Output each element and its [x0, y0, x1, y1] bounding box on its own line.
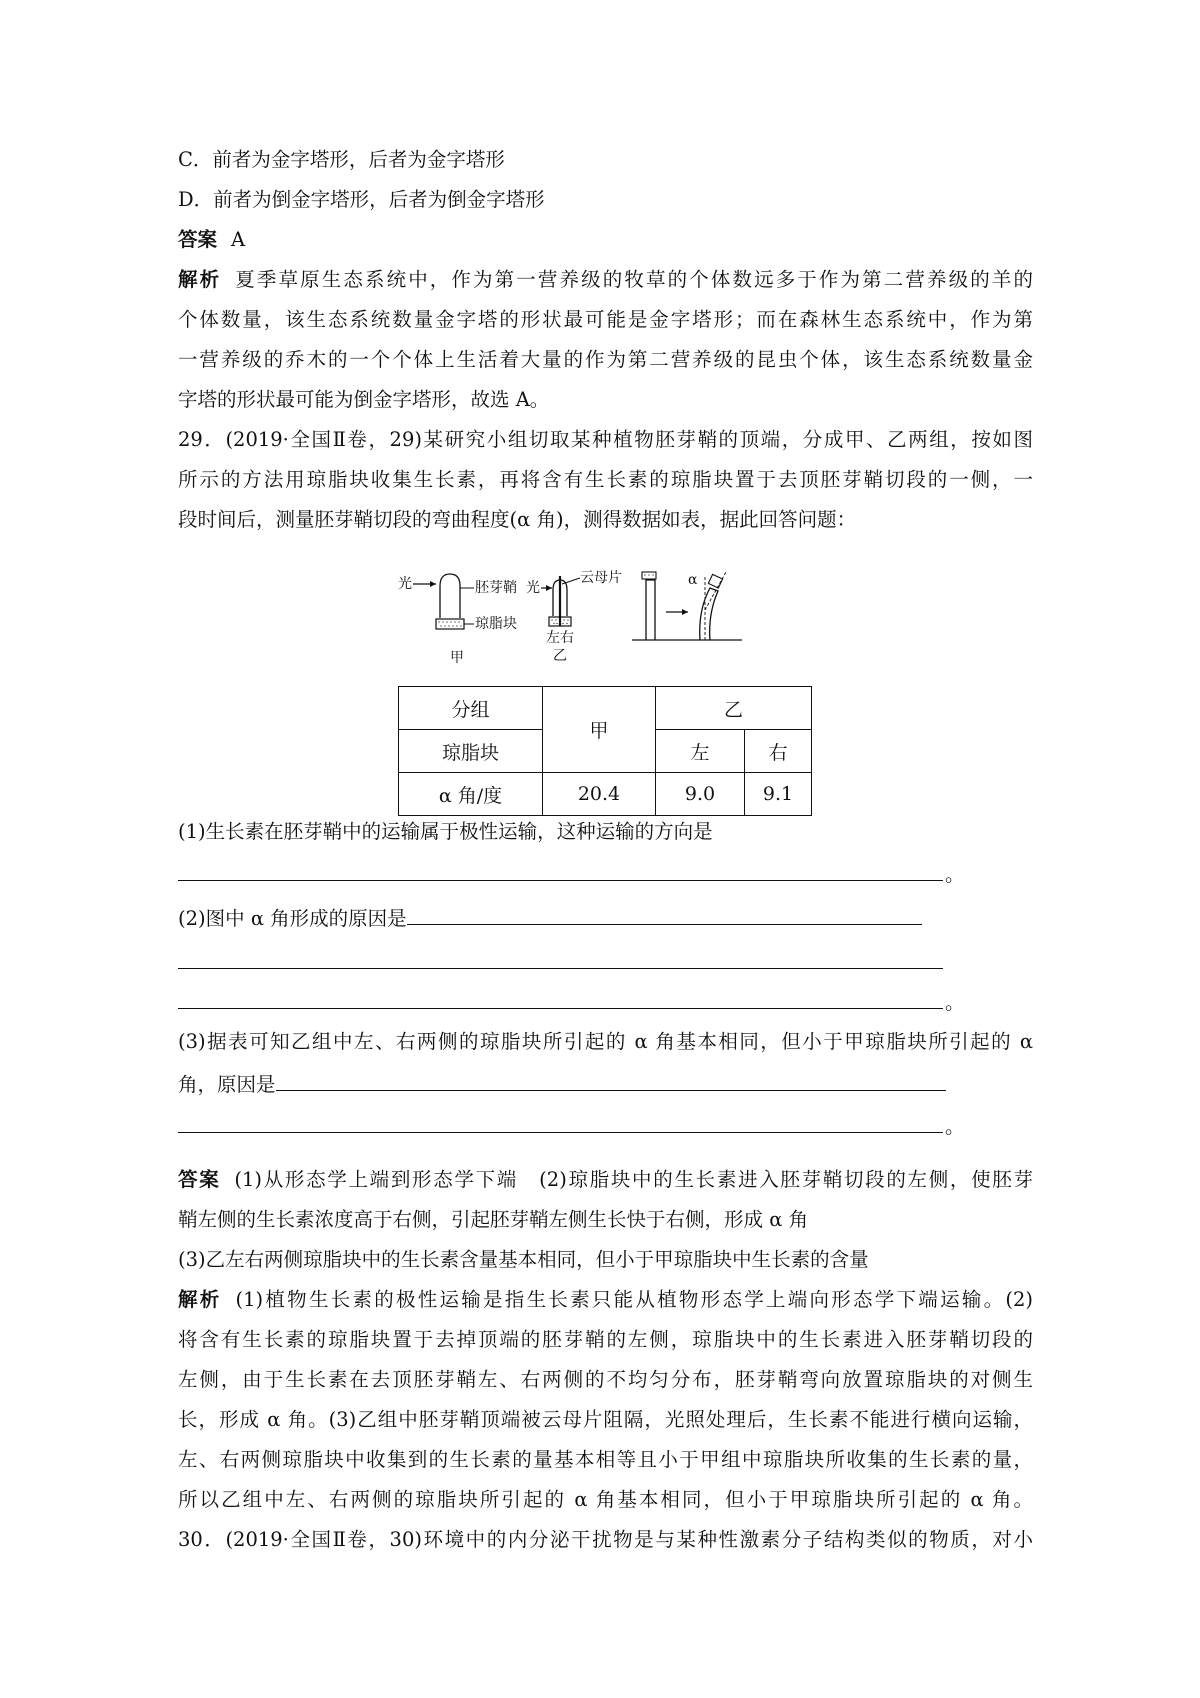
value-left: 9.0: [656, 773, 745, 816]
answer-blank[interactable]: [276, 1070, 946, 1091]
coleoptile-label: 胚芽鞘: [475, 580, 517, 596]
left-right-label: 左右: [546, 630, 574, 646]
light-label: 光: [526, 580, 540, 596]
bending-test-diagram: [632, 572, 742, 640]
header-group: 分组: [399, 687, 543, 730]
q29-sub1: (1)生长素在胚芽鞘中的运输属于极性运输，这种运输的方向是: [178, 820, 713, 843]
option-d: D．前者为倒金字塔形，后者为倒金字塔形: [178, 188, 545, 211]
q29-analysis-line: 将含有生长素的琼脂块置于去掉顶端的胚芽鞘的左侧，琼脂块中的生长素进入胚芽鞘切段的: [178, 1328, 1033, 1351]
answer-blank-line: 。: [178, 988, 965, 1015]
answer-blank[interactable]: [178, 988, 943, 1009]
group-yi-label: 乙: [553, 648, 567, 664]
answer-blank-line: [178, 948, 943, 975]
answer-blank[interactable]: [178, 948, 943, 969]
analysis-label: 解析: [178, 1288, 222, 1311]
q29-stem-line: 29．(2019·全国Ⅱ卷，29)某研究小组切取某种植物胚芽鞘的顶端，分成甲、乙两组，按如图: [178, 428, 1033, 451]
q29-stem-line: 所示的方法用琼脂块收集生长素，再将含有生长素的琼脂块置于去顶胚芽鞘切段的一侧，一: [178, 468, 1033, 491]
q29-sub2: (2)图中 α 角形成的原因是: [178, 904, 922, 931]
answer-label: 答案: [178, 228, 218, 251]
answer-blank-line: 。: [178, 1112, 965, 1139]
q29-answer-line: (3)乙左右两侧琼脂块中的生长素含量基本相同，但小于甲琼脂块中生长素的含量: [178, 1248, 869, 1271]
answer-blank[interactable]: [407, 904, 922, 925]
light-label: 光: [398, 576, 412, 592]
q28-analysis-line: 一营养级的乔木的一个个体上生活着大量的作为第二营养级的昆虫个体，该生态系统数量金: [178, 348, 1033, 371]
q29-sub3-line: (3)据表可知乙组中左、右两侧的琼脂块所引起的 α 角基本相同，但小于甲琼脂块所引起的 α: [178, 1030, 1033, 1053]
option-c: C．前者为金字塔形，后者为金字塔形: [178, 148, 505, 171]
q30-stem: 30．(2019·全国Ⅱ卷，30)环境中的内分泌干扰物是与某种性激素分子结构类似的物质，对小: [178, 1528, 1033, 1551]
q28-answer: [178, 228, 245, 252]
agar-label: 琼脂块: [475, 616, 517, 632]
q29-sub3-line: 角，原因是: [178, 1070, 946, 1097]
experiment-figure: [392, 570, 812, 670]
header-agar: 琼脂块: [399, 730, 543, 773]
group-yi-diagram: [526, 570, 622, 664]
header-angle: α 角/度: [399, 773, 543, 816]
q28-analysis-line: 解析 夏季草原生态系统中，作为第一营养级的牧草的个体数远多于作为第二营养级的羊的: [178, 268, 1033, 291]
group-jia-diagram: [398, 574, 517, 666]
q29-analysis-line: 左侧，由于生长素在去顶胚芽鞘左、右两侧的不均匀分布，胚芽鞘弯向放置琼脂块的对侧生: [178, 1368, 1033, 1391]
answer-blank[interactable]: [178, 1112, 943, 1133]
agar-block: [436, 619, 464, 629]
col-yi: 乙: [656, 687, 812, 730]
answer-blank[interactable]: [178, 860, 943, 881]
q29-analysis-line: 左、右两侧琼脂块中收集到的生长素的量基本相等且小于甲组中琼脂块所收集的生长素的量，: [178, 1448, 1033, 1471]
q29-analysis-line: 长，形成 α 角。(3)乙组中胚芽鞘顶端被云母片阻隔，光照处理后，生长素不能进行横向运输，: [178, 1408, 1033, 1431]
mica-label: 云母片: [580, 570, 622, 586]
q29-analysis-line: 所以乙组中左、右两侧的琼脂块所引起的 α 角基本相同，但小于甲琼脂块所引起的 α 角。: [178, 1488, 1033, 1511]
answer-label: 答案: [178, 1168, 221, 1191]
data-table: [398, 686, 812, 816]
group-jia-label: 甲: [450, 650, 464, 666]
alpha-label: α: [688, 572, 698, 588]
value-right: 9.1: [745, 773, 812, 816]
analysis-label: 解析: [178, 268, 222, 291]
value-jia: 20.4: [543, 773, 656, 816]
q28-analysis-line: 个体数量，该生态系统数量金字塔的形状最可能是金字塔形；而在森林生态系统中，作为第: [178, 308, 1033, 331]
q28-analysis-line: 字塔的形状最可能为倒金字塔形，故选 A。: [178, 388, 550, 411]
q29-analysis-line: 解析 (1)植物生长素的极性运输是指生长素只能从植物形态学上端向形态学下端运输。(2): [178, 1288, 1033, 1311]
col-right: 右: [745, 730, 812, 773]
q29-answer-line: 鞘左侧的生长素浓度高于右侧，引起胚芽鞘左侧生长快于右侧，形成 α 角: [178, 1208, 809, 1231]
answer-blank-line: 。: [178, 860, 965, 887]
col-jia: 甲: [543, 687, 656, 773]
q29-stem-line: 段时间后，测量胚芽鞘切段的弯曲程度(α 角)，测得数据如表，据此回答问题：: [178, 508, 857, 531]
q29-answer-line: 答案 (1)从形态学上端到形态学下端 (2)琼脂块中的生长素进入胚芽鞘切段的左侧，使胚芽: [178, 1168, 1033, 1191]
answer-value: A: [231, 228, 246, 251]
col-left: 左: [656, 730, 745, 773]
